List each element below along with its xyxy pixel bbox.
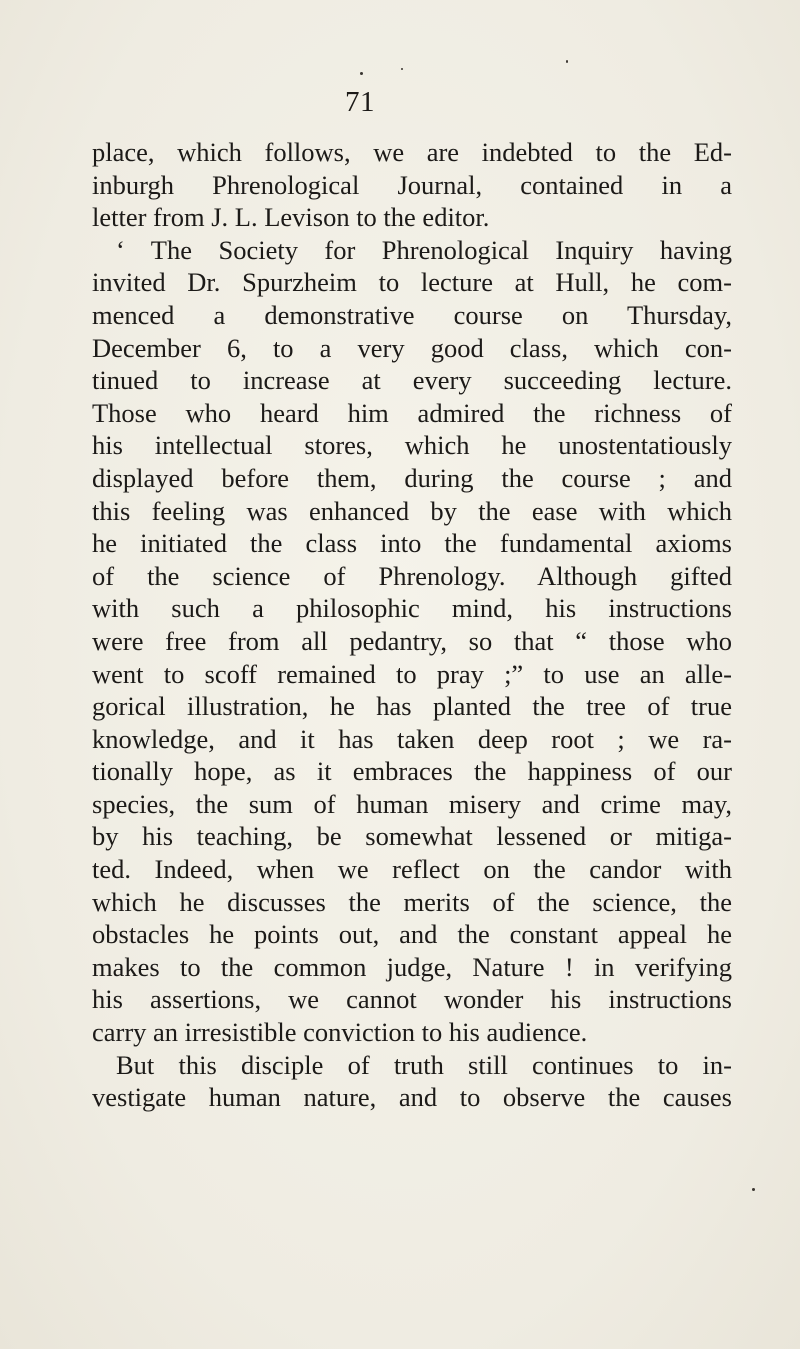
text-line: with such a philosophic mind, his instructions — [92, 593, 732, 624]
text-line: displayed before them, during the course ; and — [92, 462, 732, 493]
text-line: this feeling was enhanced by the ease with which — [92, 495, 732, 526]
text-line: ted. Indeed, when we reflect on the candor with — [92, 854, 732, 885]
text-line: tinued to increase at every succeeding lecture. — [92, 365, 732, 396]
text-line: menced a demonstrative course on Thursday, — [92, 299, 732, 330]
scan-speck — [360, 72, 363, 75]
text-line: species, the sum of human misery and crime may, — [92, 788, 732, 819]
text-line: knowledge, and it has taken deep root ; we ra- — [92, 723, 732, 754]
text-line: Those who heard him admired the richness of — [92, 397, 732, 428]
scan-speck — [401, 68, 403, 70]
text-line: vestigate human nature, and to observe the causes — [92, 1082, 732, 1113]
text-line: his assertions, we cannot wonder his instructions — [92, 984, 732, 1015]
body-text — [92, 136, 732, 1114]
text-line: which he discusses the merits of the science, the — [92, 886, 732, 917]
page-number: 71 — [345, 86, 375, 118]
scan-speck — [752, 1188, 755, 1191]
text-line: But this disciple of truth still continues to in- — [116, 1049, 732, 1080]
text-line: December 6, to a very good class, which con- — [92, 332, 732, 363]
text-line: were free from all pedantry, so that “ those who — [92, 625, 732, 656]
text-line: his intellectual stores, which he unostentatiously — [92, 430, 732, 461]
text-line: place, which follows, we are indebted to the Ed- — [92, 137, 732, 167]
text-line: he initiated the class into the fundamental axioms — [92, 528, 732, 559]
text-line: letter from J. L. Levison to the editor. — [92, 202, 490, 233]
text-line: makes to the common judge, Nature ! in verifying — [92, 951, 732, 982]
text-line: inburgh Phrenological Journal, contained in a — [92, 169, 732, 200]
text-line: of the science of Phrenology. Although gifted — [92, 560, 732, 591]
text-line: invited Dr. Spurzheim to lecture at Hull, he com- — [92, 267, 732, 298]
text-line: by his teaching, be somewhat lessened or mitiga- — [92, 821, 732, 852]
text-line: carry an irresistible conviction to his audience. — [92, 1017, 588, 1048]
text-line: ‘ The Society for Phrenological Inquiry having — [116, 234, 732, 265]
text-line: gorical illustration, he has planted the tree of true — [92, 691, 732, 722]
scan-speck — [566, 60, 568, 63]
text-line: went to scoff remained to pray ;” to use an alle- — [92, 658, 732, 689]
text-line: obstacles he points out, and the constant appeal he — [92, 919, 732, 950]
text-line: tionally hope, as it embraces the happiness of our — [92, 756, 732, 787]
